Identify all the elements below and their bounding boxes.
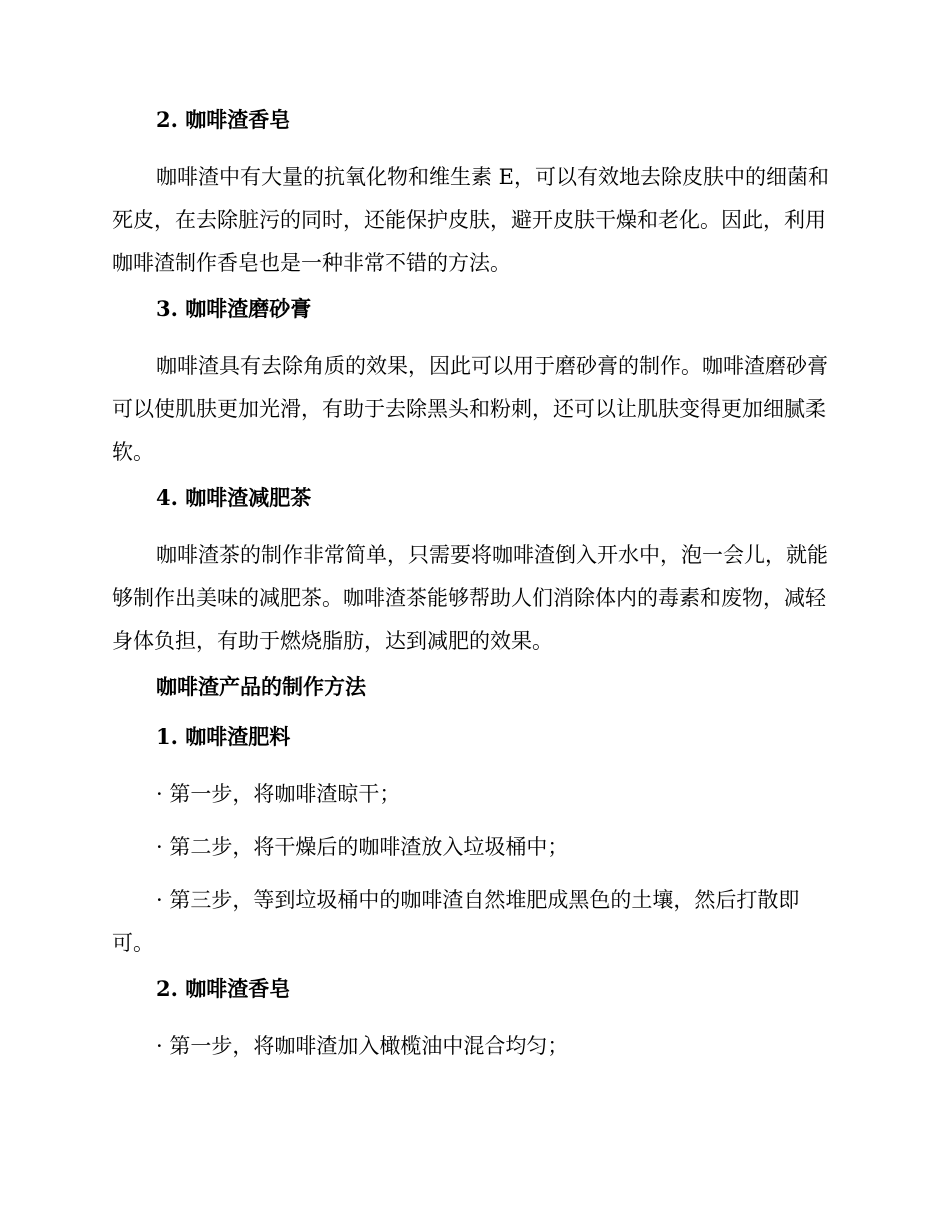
method-step: · 第二步，将干燥后的咖啡渣放入垃圾桶中；: [156, 835, 569, 859]
section-paragraph-coffee-scrub: 咖啡渣具有去除角质的效果，因此可以用于磨砂膏的制作。咖啡渣磨砂膏可以使肌肤更加光滑，有助于去除黑头和粉刺，还可以让肌肤变得更加细腻柔软。: [112, 354, 828, 464]
section-heading-coffee-scrub: 3. 咖啡渣磨砂膏: [156, 296, 312, 321]
section-heading-coffee-soap: 2. 咖啡渣香皂: [156, 107, 291, 132]
method-step: · 第三步，等到垃圾桶中的咖啡渣自然堆肥成黑色的土壤，然后打散即可。: [112, 888, 800, 955]
method-step: · 第一步，将咖啡渣加入橄榄油中混合均匀；: [156, 1034, 569, 1058]
document-page: [112, 106, 836, 1078]
method-heading-soap: 2. 咖啡渣香皂: [156, 976, 291, 1001]
section-paragraph-coffee-soap: 咖啡渣中有大量的抗氧化物和维生素 E，可以有效地去除皮肤中的细菌和死皮，在去除脏污的同时，还能保护皮肤，避开皮肤干燥和老化。因此，利用咖啡渣制作香皂也是一种非常不错的方法。: [112, 165, 830, 275]
methods-heading: 咖啡渣产品的制作方法: [156, 674, 366, 699]
method-step: · 第一步，将咖啡渣晾干；: [156, 782, 401, 806]
section-heading-coffee-slimming-tea: 4. 咖啡渣减肥茶: [156, 485, 312, 510]
section-paragraph-coffee-slimming-tea: 咖啡渣茶的制作非常简单，只需要将咖啡渣倒入开水中，泡一会儿，就能够制作出美味的减肥茶。咖啡渣茶能够帮助人们消除体内的毒素和废物，减轻身体负担，有助于燃烧脂肪，达到减肥的效果。: [112, 543, 828, 653]
method-heading-fertilizer: 1. 咖啡渣肥料: [156, 724, 291, 749]
